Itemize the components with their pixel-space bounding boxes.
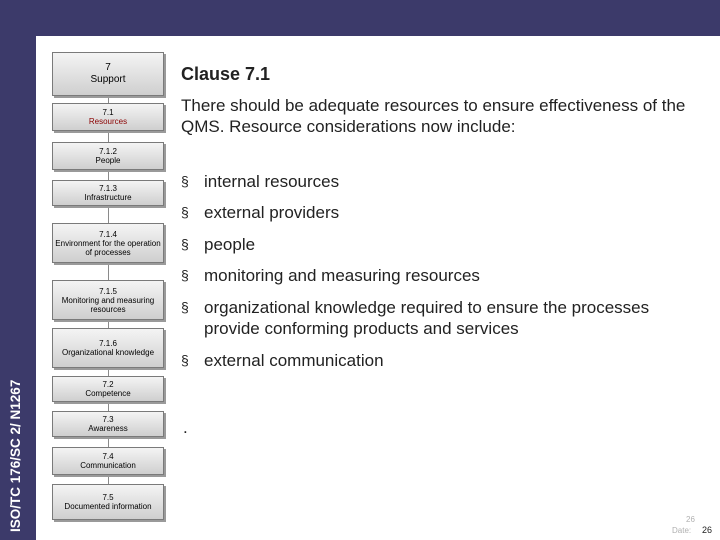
box-label: Communication (80, 461, 136, 470)
bullet-text: organizational knowledge required to ensure the processes provide conforming products and services (204, 298, 650, 338)
diagram-box-knowledge (52, 328, 164, 368)
bullet-marker: § (181, 299, 189, 315)
bullet-item (181, 171, 701, 192)
document-reference: ISO/TC 176/SC 2/ N1267 (8, 379, 23, 532)
box-label: Infrastructure (84, 193, 132, 202)
intro-text: There should be adequate resources to ensure effectiveness of the QMS. Resource considerations now include: (181, 96, 686, 136)
box-label: Documented information (64, 502, 152, 511)
bullet-marker: § (181, 173, 189, 189)
box-number: 7.1.5 (99, 286, 117, 296)
bullet-item (181, 202, 701, 223)
bullet-item (181, 297, 701, 339)
bullet-text: external providers (204, 203, 340, 222)
bullet-marker: § (181, 204, 189, 220)
bullet-marker: § (181, 352, 189, 368)
footer-date-label: Date: (672, 526, 692, 535)
box-label: Resources (88, 117, 128, 126)
diagram-box-infrastructure (52, 180, 164, 206)
bullet-item (181, 234, 701, 255)
box-number: 7 (105, 62, 111, 73)
box-number: 7.3 (102, 415, 114, 424)
box-number: 7.4 (102, 452, 114, 461)
bullet-item (181, 265, 701, 286)
side-banner (0, 0, 36, 540)
box-label: Competence (85, 389, 131, 398)
box-label: Environment for the operation of processes (55, 238, 161, 257)
bullet-text: internal resources (204, 172, 340, 191)
box-label: People (95, 156, 121, 165)
box-number: 7.1.4 (99, 229, 117, 239)
diagram-box-documented-information (52, 484, 164, 520)
diagram-box-resources (52, 103, 164, 131)
box-label: Monitoring and measuring resources (61, 295, 155, 314)
diagram-box-competence (52, 376, 164, 402)
top-banner (0, 0, 720, 36)
diagram-box-communication (52, 447, 164, 475)
box-number: 7.2 (102, 380, 114, 389)
footer-faint-number: 26 (686, 515, 695, 524)
box-number: 7.1 (102, 108, 114, 117)
box-label: Awareness (88, 424, 128, 433)
clause-title: Clause 7.1 (181, 64, 271, 84)
stray-period: . (183, 418, 188, 437)
bullet-marker: § (181, 267, 189, 283)
diagram-box-awareness (52, 411, 164, 437)
box-number: 7.1.3 (99, 184, 117, 193)
box-number: 7.5 (102, 493, 114, 502)
box-number: 7.1.6 (99, 339, 117, 348)
bullet-text: people (204, 235, 256, 254)
slide-number: 26 (702, 525, 713, 535)
bullet-text: monitoring and measuring resources (204, 266, 480, 285)
box-label: Support (90, 74, 126, 85)
diagram-box-support (52, 52, 164, 96)
box-label: Organizational knowledge (61, 348, 155, 357)
bullet-item (181, 350, 701, 371)
bullet-marker: § (181, 236, 189, 252)
diagram-box-environment (52, 223, 164, 263)
diagram-box-monitoring (52, 280, 164, 320)
bullet-text: external communication (204, 351, 384, 370)
diagram-box-people (52, 142, 164, 170)
box-number: 7.1.2 (99, 147, 117, 156)
